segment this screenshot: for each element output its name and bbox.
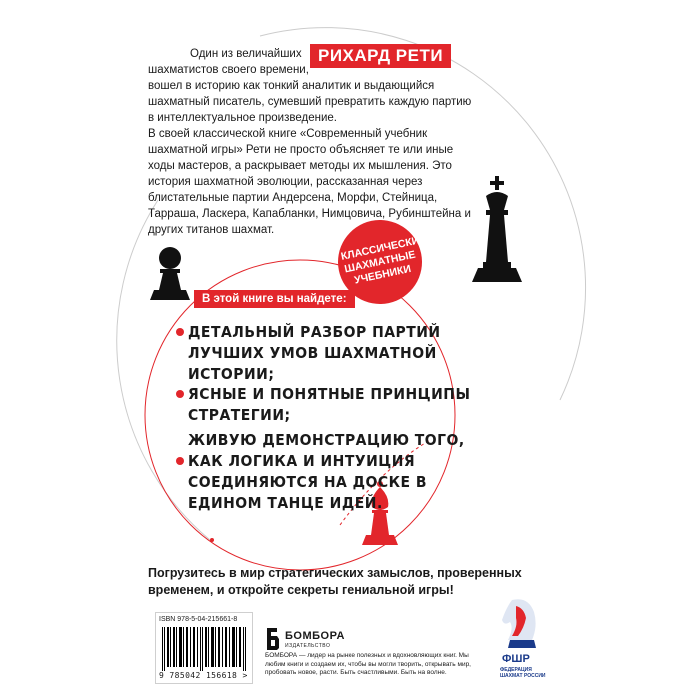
closing-text: Погрузитесь в мир стратегических замыслов, проверенных временем, и откройте секреты гениальной игры! (148, 566, 522, 597)
pawn-icon (150, 247, 190, 300)
bullet-dot (176, 328, 184, 336)
bullet-item (188, 384, 488, 426)
bullet-text: ЯСНЫЕ И ПОНЯТНЫЕ ПРИНЦИПЫ СТРАТЕГИИ; (188, 385, 471, 424)
isbn-text: ISBN 978-5-04-215661-8 (159, 616, 238, 623)
bullet-dot (176, 457, 184, 465)
series-badge-text: КЛАССИЧЕСКИЕ ШАХМАТНЫЕ УЧЕБНИКИ (339, 232, 428, 287)
find-label: В этой книге вы найдете: (194, 290, 355, 308)
author-name: РИХАРД РЕТИ (310, 44, 451, 68)
bullet-item (188, 430, 488, 514)
bullet-text: ЖИВУЮ ДЕМОНСТРАЦИЮ ТОГО, КАК ЛОГИКА И ИНТУИЦИЯ СОЕДИНЯЮТСЯ НА ДОСКЕ В ЕДИНОМ ТАНЦЕ ИДЕЙ. (188, 431, 465, 512)
intro-rest: вошел в историю как тонкий аналитик и выдающийся шахматный писатель, сумевший превратить каждую партию в интеллектуальное произведение. (148, 80, 472, 124)
bullet-text: ДЕТАЛЬНЫЙ РАЗБОР ПАРТИЙ ЛУЧШИХ УМОВ ШАХМАТНОЙ ИСТОРИИ; (188, 323, 441, 383)
fshr-full: ФЕДЕРАЦИЯ ШАХМАТ РОССИИ (500, 667, 546, 679)
barcode-number: 9 785042 156618 > (159, 671, 248, 680)
barcode (155, 612, 253, 684)
barcode-bars (162, 627, 246, 671)
king-icon (472, 176, 522, 282)
fshr-knight-icon (498, 596, 546, 652)
intro-line1: Один из величайших (190, 48, 302, 60)
publisher-description: БОМБОРА — лидер на рынке полезных и вдохновляющих книг. Мы любим книги и создаем их, чтобы вы могли творить, открывать мир, пробовать новое, расти. Быть счастливыми. Быть на волне. (265, 652, 471, 676)
description-paragraph: В своей классической книге «Современный учебник шахматной игры» Рети не просто объясняет те или иные ходы мастеров, а раскрывает методы их мышления. Это история шахматной эволюции, рассказанная через блистательные партии Андерсена, Морфи, Стейница, Тарраша, Ласкера, Капабланки, Нимцовича, Рубинштейна и других титанов шахмат. (148, 128, 471, 236)
fshr-logo (498, 596, 546, 692)
publisher-name: БОМБОРА (285, 630, 345, 642)
fshr-abbr: ФШР (502, 653, 530, 665)
bullet-item (188, 322, 488, 385)
bullet-dot (176, 390, 184, 398)
publisher-sub: ИЗДАТЕЛЬСТВО (285, 643, 331, 649)
intro-line2: шахматистов своего времени, (148, 64, 309, 76)
bombora-logo-icon (265, 626, 281, 652)
